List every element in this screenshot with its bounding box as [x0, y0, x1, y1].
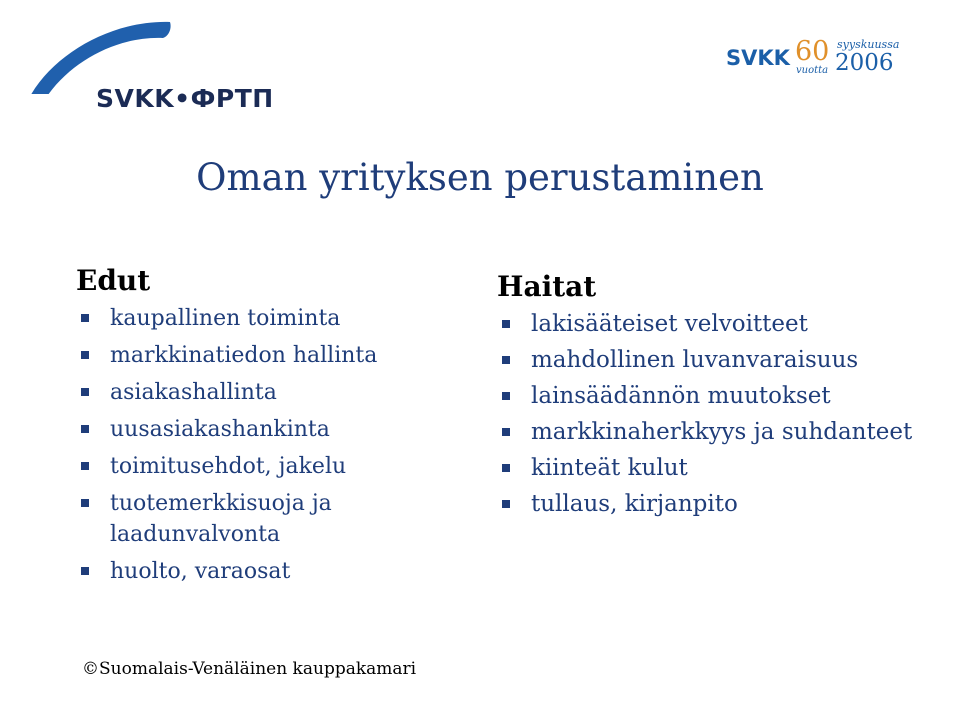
square-bullet-icon	[81, 567, 89, 575]
svkk-logo	[22, 14, 274, 114]
logo-arc-icon	[22, 14, 182, 94]
disadvantages-heading: Haitat	[497, 270, 597, 303]
anniversary-year: 2006	[835, 50, 894, 76]
anniversary-sixty: 60	[795, 36, 830, 67]
square-bullet-icon	[81, 351, 89, 359]
logo-brand-text: SVKK•ФРТП	[96, 84, 274, 113]
square-bullet-icon	[81, 388, 89, 396]
advantages-column	[76, 264, 476, 593]
square-bullet-icon	[81, 425, 89, 433]
square-bullet-icon	[81, 499, 89, 507]
list-item: toimitusehdot, jakelu	[76, 451, 476, 482]
list-item: kaupallinen toiminta	[76, 303, 476, 334]
list-item: uusasiakashankinta	[76, 414, 476, 445]
anniversary-month: syyskuussa	[837, 38, 900, 51]
square-bullet-icon	[502, 464, 510, 472]
list-item: markkinatiedon hallinta	[76, 340, 476, 371]
square-bullet-icon	[81, 462, 89, 470]
disadvantages-column	[497, 270, 937, 525]
list-item: asiakashallinta	[76, 377, 476, 408]
list-item: mahdollinen luvanvaraisuus	[497, 345, 937, 375]
anniversary-logo	[723, 34, 923, 84]
advantages-list	[76, 303, 476, 587]
square-bullet-icon	[502, 500, 510, 508]
square-bullet-icon	[502, 392, 510, 400]
square-bullet-icon	[502, 320, 510, 328]
copyright-footer: ©Suomalais-Venäläinen kauppakamari	[82, 659, 417, 679]
list-item: huolto, varaosat	[76, 556, 476, 587]
list-item: lainsäädännön muutokset	[497, 381, 937, 411]
disadvantages-list	[497, 309, 937, 519]
anniversary-vuotta: vuotta	[796, 65, 829, 76]
slide-title: Oman yrityksen perustaminen	[196, 156, 764, 199]
list-item: kiinteät kulut	[497, 453, 937, 483]
list-item: lakisääteiset velvoitteet	[497, 309, 937, 339]
square-bullet-icon	[81, 314, 89, 322]
list-item: tullaus, kirjanpito	[497, 489, 937, 519]
anniversary-svkk: SVKK	[726, 46, 790, 70]
square-bullet-icon	[502, 356, 510, 364]
list-item: tuotemerkkisuoja ja laadunvalvonta	[76, 488, 476, 550]
square-bullet-icon	[502, 428, 510, 436]
advantages-heading: Edut	[76, 264, 151, 297]
list-item: markkinaherkkyys ja suhdanteet	[497, 417, 937, 447]
